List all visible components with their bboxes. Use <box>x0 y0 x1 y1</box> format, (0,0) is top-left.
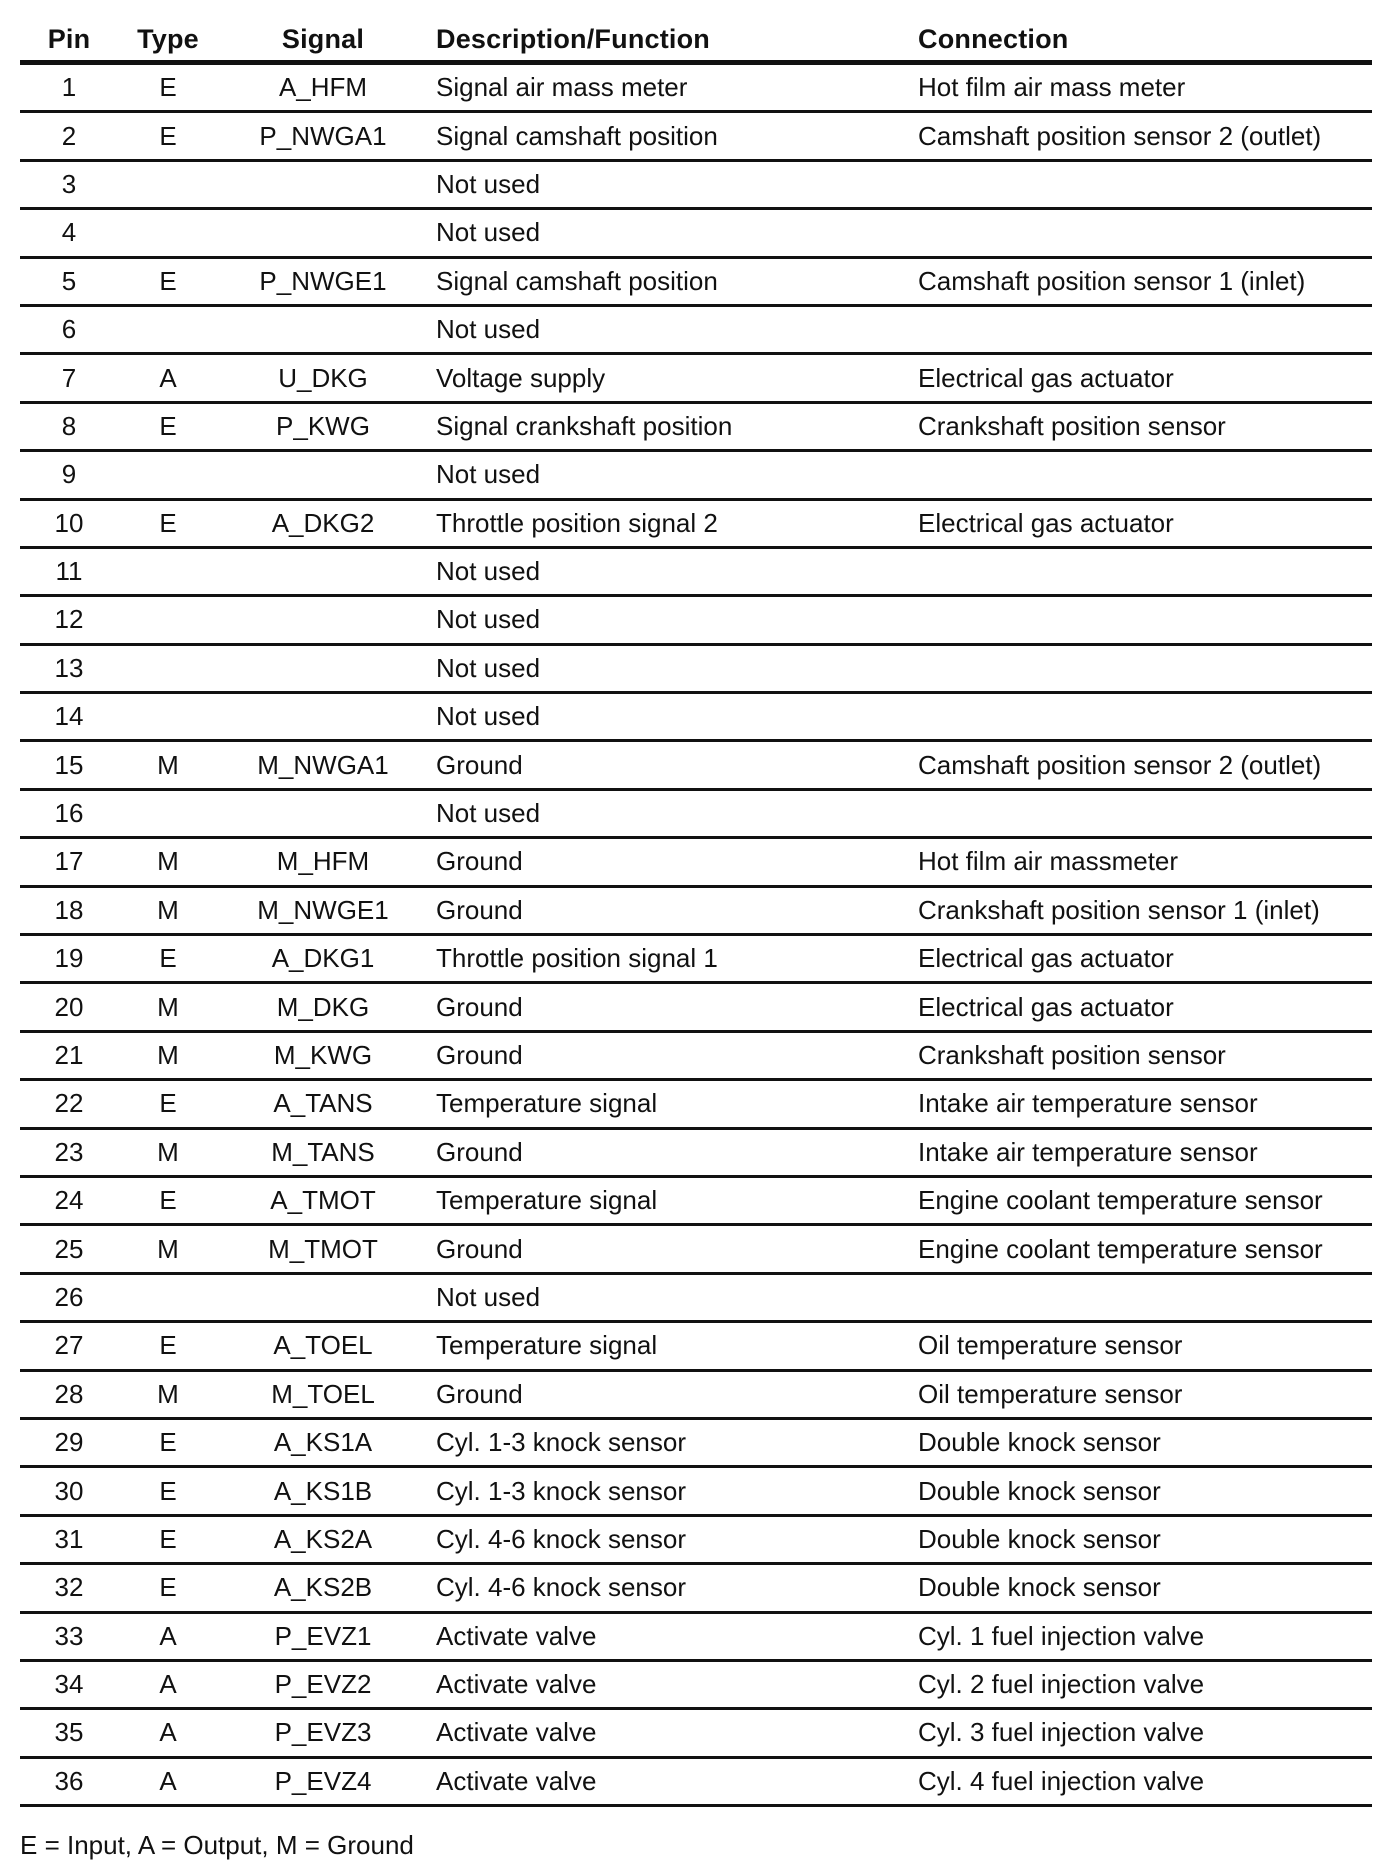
cell-pin: 26 <box>20 1273 118 1321</box>
table-row <box>20 1467 1372 1515</box>
cell-signal: A_KS1B <box>218 1467 428 1515</box>
cell-pin: 4 <box>20 209 118 257</box>
cell-type: M <box>118 1031 218 1079</box>
cell-connection: Intake air temperature sensor <box>908 1080 1372 1128</box>
cell-connection <box>908 596 1372 644</box>
cell-connection: Hot film air massmeter <box>908 838 1372 886</box>
cell-pin: 23 <box>20 1128 118 1176</box>
cell-pin: 9 <box>20 451 118 499</box>
cell-signal: A_TOEL <box>218 1322 428 1370</box>
cell-type: M <box>118 983 218 1031</box>
table-row <box>20 499 1372 547</box>
header-type: Type <box>118 18 218 63</box>
cell-connection: Double knock sensor <box>908 1515 1372 1563</box>
cell-type: A <box>118 1757 218 1805</box>
cell-pin: 21 <box>20 1031 118 1079</box>
cell-connection <box>908 305 1372 353</box>
cell-pin: 15 <box>20 741 118 789</box>
cell-description: Cyl. 1-3 knock sensor <box>428 1467 908 1515</box>
cell-description: Activate valve <box>428 1757 908 1805</box>
header-signal: Signal <box>218 18 428 63</box>
cell-type: E <box>118 402 218 450</box>
cell-description: Not used <box>428 1273 908 1321</box>
cell-pin: 31 <box>20 1515 118 1563</box>
cell-description: Not used <box>428 644 908 692</box>
cell-pin: 12 <box>20 596 118 644</box>
cell-connection: Double knock sensor <box>908 1467 1372 1515</box>
cell-type: E <box>118 257 218 305</box>
cell-description: Not used <box>428 789 908 837</box>
cell-description: Ground <box>428 1225 908 1273</box>
table-row <box>20 1660 1372 1708</box>
cell-connection: Intake air temperature sensor <box>908 1128 1372 1176</box>
cell-connection: Cyl. 2 fuel injection valve <box>908 1660 1372 1708</box>
cell-pin: 13 <box>20 644 118 692</box>
cell-description: Voltage supply <box>428 354 908 402</box>
cell-description: Throttle position signal 1 <box>428 935 908 983</box>
table-row <box>20 1757 1372 1805</box>
cell-signal <box>218 451 428 499</box>
pin-assignment-table <box>20 18 1372 1807</box>
cell-description: Not used <box>428 160 908 208</box>
cell-signal <box>218 1273 428 1321</box>
cell-connection: Electrical gas actuator <box>908 983 1372 1031</box>
cell-type <box>118 209 218 257</box>
table-header <box>20 18 1372 63</box>
table-row <box>20 451 1372 499</box>
cell-description: Ground <box>428 1128 908 1176</box>
table-row <box>20 305 1372 353</box>
cell-description: Signal crankshaft position <box>428 402 908 450</box>
cell-description: Ground <box>428 886 908 934</box>
cell-signal: M_HFM <box>218 838 428 886</box>
cell-type: M <box>118 1128 218 1176</box>
cell-pin: 32 <box>20 1564 118 1612</box>
table-row <box>20 209 1372 257</box>
table-row <box>20 1225 1372 1273</box>
table-row <box>20 935 1372 983</box>
cell-pin: 34 <box>20 1660 118 1708</box>
cell-type: E <box>118 1176 218 1224</box>
cell-connection: Crankshaft position sensor 1 (inlet) <box>908 886 1372 934</box>
cell-pin: 27 <box>20 1322 118 1370</box>
cell-signal: M_KWG <box>218 1031 428 1079</box>
type-legend: E = Input, A = Output, M = Ground <box>20 1830 414 1860</box>
header-description: Description/Function <box>428 18 908 63</box>
cell-type: E <box>118 1467 218 1515</box>
cell-signal: P_NWGE1 <box>218 257 428 305</box>
cell-connection: Electrical gas actuator <box>908 354 1372 402</box>
cell-signal: A_KS2B <box>218 1564 428 1612</box>
cell-pin: 10 <box>20 499 118 547</box>
cell-pin: 25 <box>20 1225 118 1273</box>
cell-connection: Oil temperature sensor <box>908 1370 1372 1418</box>
cell-type: E <box>118 1515 218 1563</box>
cell-pin: 20 <box>20 983 118 1031</box>
cell-type <box>118 693 218 741</box>
cell-description: Cyl. 1-3 knock sensor <box>428 1418 908 1466</box>
cell-description: Not used <box>428 596 908 644</box>
cell-pin: 17 <box>20 838 118 886</box>
cell-type: M <box>118 1225 218 1273</box>
cell-signal <box>218 305 428 353</box>
cell-type: E <box>118 1564 218 1612</box>
cell-type: M <box>118 1370 218 1418</box>
cell-signal: A_DKG2 <box>218 499 428 547</box>
cell-signal <box>218 693 428 741</box>
cell-signal: M_NWGE1 <box>218 886 428 934</box>
cell-connection <box>908 547 1372 595</box>
cell-description: Temperature signal <box>428 1322 908 1370</box>
cell-signal <box>218 789 428 837</box>
table-row <box>20 693 1372 741</box>
cell-type <box>118 596 218 644</box>
cell-type <box>118 160 218 208</box>
cell-pin: 16 <box>20 789 118 837</box>
cell-signal <box>218 644 428 692</box>
cell-signal: P_KWG <box>218 402 428 450</box>
table-row <box>20 1176 1372 1224</box>
cell-signal <box>218 160 428 208</box>
cell-type: A <box>118 1660 218 1708</box>
cell-pin: 24 <box>20 1176 118 1224</box>
cell-type: E <box>118 499 218 547</box>
cell-signal <box>218 596 428 644</box>
cell-connection: Crankshaft position sensor <box>908 1031 1372 1079</box>
table-row <box>20 838 1372 886</box>
cell-connection <box>908 160 1372 208</box>
cell-description: Ground <box>428 1370 908 1418</box>
table-row <box>20 63 1372 112</box>
cell-type: A <box>118 354 218 402</box>
table-row <box>20 160 1372 208</box>
cell-description: Ground <box>428 741 908 789</box>
cell-type: E <box>118 1418 218 1466</box>
cell-connection: Camshaft position sensor 2 (outlet) <box>908 112 1372 160</box>
table-body <box>20 63 1372 1806</box>
cell-pin: 19 <box>20 935 118 983</box>
table-row <box>20 596 1372 644</box>
cell-description: Signal camshaft position <box>428 112 908 160</box>
cell-connection: Hot film air mass meter <box>908 63 1372 112</box>
cell-signal <box>218 547 428 595</box>
header-connection: Connection <box>908 18 1372 63</box>
cell-description: Temperature signal <box>428 1080 908 1128</box>
table-row <box>20 1322 1372 1370</box>
cell-type <box>118 305 218 353</box>
cell-signal: P_NWGA1 <box>218 112 428 160</box>
cell-pin: 7 <box>20 354 118 402</box>
cell-pin: 35 <box>20 1709 118 1757</box>
cell-pin: 1 <box>20 63 118 112</box>
cell-description: Not used <box>428 305 908 353</box>
cell-description: Cyl. 4-6 knock sensor <box>428 1564 908 1612</box>
table-row <box>20 1031 1372 1079</box>
cell-type: E <box>118 935 218 983</box>
cell-description: Temperature signal <box>428 1176 908 1224</box>
cell-type: M <box>118 838 218 886</box>
table-row <box>20 402 1372 450</box>
table-row <box>20 354 1372 402</box>
cell-type: E <box>118 63 218 112</box>
cell-connection: Double knock sensor <box>908 1564 1372 1612</box>
cell-connection: Cyl. 1 fuel injection valve <box>908 1612 1372 1660</box>
cell-connection <box>908 1273 1372 1321</box>
cell-connection: Crankshaft position sensor <box>908 402 1372 450</box>
cell-description: Ground <box>428 838 908 886</box>
cell-pin: 5 <box>20 257 118 305</box>
cell-pin: 6 <box>20 305 118 353</box>
cell-connection <box>908 644 1372 692</box>
cell-description: Not used <box>428 693 908 741</box>
table-row <box>20 1128 1372 1176</box>
cell-connection <box>908 451 1372 499</box>
cell-description: Not used <box>428 209 908 257</box>
cell-connection: Oil temperature sensor <box>908 1322 1372 1370</box>
cell-signal <box>218 209 428 257</box>
table-row <box>20 1515 1372 1563</box>
table-row <box>20 886 1372 934</box>
cell-signal: U_DKG <box>218 354 428 402</box>
table-row <box>20 644 1372 692</box>
cell-type: A <box>118 1612 218 1660</box>
cell-pin: 2 <box>20 112 118 160</box>
cell-type: M <box>118 886 218 934</box>
cell-description: Activate valve <box>428 1660 908 1708</box>
cell-description: Throttle position signal 2 <box>428 499 908 547</box>
cell-pin: 28 <box>20 1370 118 1418</box>
cell-description: Ground <box>428 983 908 1031</box>
cell-connection <box>908 209 1372 257</box>
cell-pin: 29 <box>20 1418 118 1466</box>
cell-signal: M_TANS <box>218 1128 428 1176</box>
cell-type <box>118 1273 218 1321</box>
table-row <box>20 1564 1372 1612</box>
cell-signal: A_DKG1 <box>218 935 428 983</box>
cell-connection: Engine coolant temperature sensor <box>908 1176 1372 1224</box>
table-row <box>20 1273 1372 1321</box>
cell-connection: Double knock sensor <box>908 1418 1372 1466</box>
cell-type: E <box>118 112 218 160</box>
cell-pin: 3 <box>20 160 118 208</box>
cell-type: E <box>118 1322 218 1370</box>
cell-description: Signal air mass meter <box>428 63 908 112</box>
cell-description: Signal camshaft position <box>428 257 908 305</box>
header-row <box>20 18 1372 63</box>
cell-connection: Cyl. 3 fuel injection valve <box>908 1709 1372 1757</box>
cell-description: Not used <box>428 451 908 499</box>
cell-pin: 8 <box>20 402 118 450</box>
cell-connection <box>908 789 1372 837</box>
cell-description: Ground <box>428 1031 908 1079</box>
cell-connection <box>908 693 1372 741</box>
cell-connection: Electrical gas actuator <box>908 499 1372 547</box>
cell-pin: 14 <box>20 693 118 741</box>
cell-signal: P_EVZ4 <box>218 1757 428 1805</box>
table-row <box>20 789 1372 837</box>
cell-type: E <box>118 1080 218 1128</box>
cell-description: Cyl. 4-6 knock sensor <box>428 1515 908 1563</box>
table-row <box>20 257 1372 305</box>
cell-pin: 33 <box>20 1612 118 1660</box>
table-row <box>20 547 1372 595</box>
table-row <box>20 983 1372 1031</box>
cell-signal: M_NWGA1 <box>218 741 428 789</box>
cell-pin: 18 <box>20 886 118 934</box>
cell-signal: P_EVZ2 <box>218 1660 428 1708</box>
cell-connection: Camshaft position sensor 1 (inlet) <box>908 257 1372 305</box>
table-row <box>20 112 1372 160</box>
cell-type: A <box>118 1709 218 1757</box>
cell-signal: A_KS1A <box>218 1418 428 1466</box>
cell-pin: 22 <box>20 1080 118 1128</box>
cell-signal: M_TMOT <box>218 1225 428 1273</box>
cell-signal: M_DKG <box>218 983 428 1031</box>
cell-signal: A_TANS <box>218 1080 428 1128</box>
cell-signal: A_TMOT <box>218 1176 428 1224</box>
cell-type <box>118 547 218 595</box>
cell-signal: M_TOEL <box>218 1370 428 1418</box>
table-row <box>20 1709 1372 1757</box>
cell-type: M <box>118 741 218 789</box>
table-row <box>20 741 1372 789</box>
cell-type <box>118 451 218 499</box>
table-row <box>20 1612 1372 1660</box>
cell-signal: P_EVZ3 <box>218 1709 428 1757</box>
cell-description: Activate valve <box>428 1709 908 1757</box>
cell-signal: A_HFM <box>218 63 428 112</box>
table-row <box>20 1370 1372 1418</box>
table-row <box>20 1418 1372 1466</box>
cell-connection: Cyl. 4 fuel injection valve <box>908 1757 1372 1805</box>
cell-type <box>118 644 218 692</box>
cell-signal: P_EVZ1 <box>218 1612 428 1660</box>
header-pin: Pin <box>20 18 118 63</box>
cell-connection: Electrical gas actuator <box>908 935 1372 983</box>
cell-type <box>118 789 218 837</box>
cell-pin: 11 <box>20 547 118 595</box>
table-row <box>20 1080 1372 1128</box>
cell-pin: 36 <box>20 1757 118 1805</box>
cell-connection: Camshaft position sensor 2 (outlet) <box>908 741 1372 789</box>
cell-description: Not used <box>428 547 908 595</box>
cell-description: Activate valve <box>428 1612 908 1660</box>
cell-pin: 30 <box>20 1467 118 1515</box>
cell-signal: A_KS2A <box>218 1515 428 1563</box>
cell-connection: Engine coolant temperature sensor <box>908 1225 1372 1273</box>
